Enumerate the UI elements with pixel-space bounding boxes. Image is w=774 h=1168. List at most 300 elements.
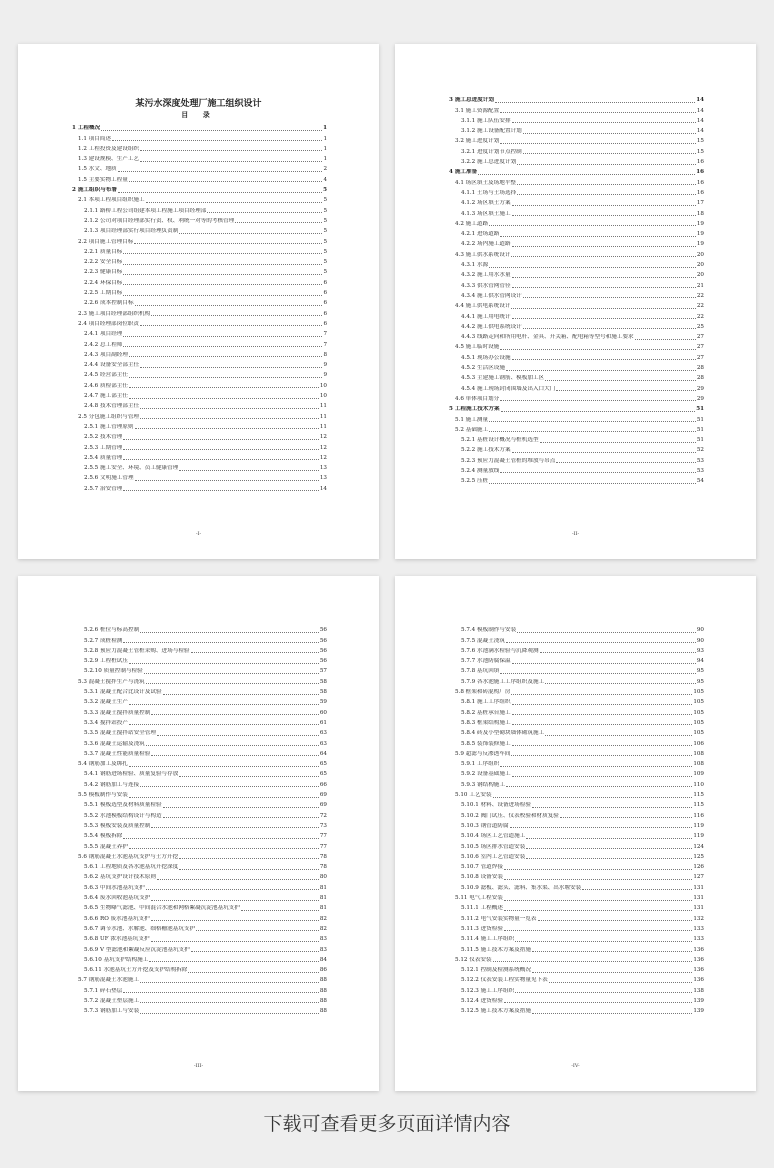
toc-entry[interactable] — [72, 902, 327, 912]
dot-leader — [123, 459, 318, 460]
toc-entry-page: 90 — [696, 627, 704, 634]
toc-entry-page: 28 — [696, 375, 704, 382]
toc-entry[interactable] — [449, 768, 704, 778]
toc-entry[interactable] — [449, 362, 704, 372]
toc-entry-title: 2.5.4 质量管理 — [84, 454, 123, 461]
toc-entry[interactable] — [72, 173, 327, 183]
toc-entry-page: 10 — [319, 382, 327, 389]
toc-entry[interactable] — [449, 393, 704, 403]
toc-entry[interactable] — [449, 228, 704, 238]
toc-entry-page: 22 — [696, 292, 704, 299]
toc-entry[interactable] — [72, 379, 327, 389]
toc-entry[interactable] — [449, 321, 704, 331]
dot-leader — [500, 112, 696, 113]
toc-entry-title: 5.11.5 施工技术方案及措施 — [461, 946, 531, 953]
dot-leader — [146, 745, 319, 746]
dot-leader — [489, 225, 696, 226]
dot-leader — [489, 483, 696, 484]
toc-entry[interactable] — [72, 758, 327, 768]
toc-entry-page: 65 — [319, 761, 327, 768]
toc-entry[interactable] — [72, 400, 327, 410]
toc-entry[interactable] — [72, 349, 327, 359]
toc-entry-title: 5.10.6 室内工艺管道安装 — [461, 853, 526, 860]
toc-entry[interactable] — [449, 290, 704, 300]
toc-entry[interactable] — [449, 943, 704, 953]
toc-entry[interactable] — [449, 166, 704, 176]
dot-leader — [129, 398, 319, 399]
toc-entry-page: 6 — [323, 320, 327, 327]
toc-entry[interactable] — [72, 778, 327, 788]
toc-entry[interactable] — [449, 861, 704, 871]
toc-entry[interactable] — [449, 933, 704, 943]
toc-entry-page: 56 — [319, 647, 327, 654]
toc-entry-page: 5 — [323, 197, 327, 204]
toc-entry[interactable] — [72, 871, 327, 881]
toc-entry[interactable] — [72, 163, 327, 173]
toc-entry[interactable] — [72, 359, 327, 369]
toc-entry[interactable] — [449, 351, 704, 361]
toc-entry[interactable] — [449, 403, 704, 413]
toc-entry[interactable] — [72, 122, 327, 132]
dot-leader — [163, 817, 319, 818]
toc-entry-title: 5.10.5 场区排水管道安装 — [461, 843, 526, 850]
dot-leader — [512, 205, 696, 206]
toc-entry[interactable] — [72, 634, 327, 644]
toc-entry[interactable] — [449, 248, 704, 258]
toc-entry-page: 51 — [696, 426, 704, 433]
toc-entry[interactable] — [72, 328, 327, 338]
toc-entry[interactable] — [449, 259, 704, 269]
toc-entry[interactable] — [449, 372, 704, 382]
toc-list — [72, 122, 327, 493]
toc-entry[interactable] — [72, 256, 327, 266]
toc-entry[interactable] — [72, 318, 327, 328]
toc-entry[interactable] — [449, 717, 704, 727]
page-number: -IV- — [571, 1063, 580, 1069]
toc-entry[interactable] — [449, 176, 704, 186]
toc-entry-page: 27 — [696, 344, 704, 351]
toc-entry-title: 5.6.9 V 型滤池和絮凝反应沉淀池基坑支护 — [84, 946, 190, 953]
toc-entry-title: 5.8.4 砖及小型砌块墙体砌筑施工 — [461, 730, 545, 737]
toc-entry[interactable] — [72, 696, 327, 706]
dot-leader — [511, 256, 695, 257]
toc-entry-page: 56 — [319, 637, 327, 644]
dot-leader — [151, 920, 319, 921]
toc-entry[interactable] — [72, 153, 327, 163]
toc-entry[interactable] — [72, 441, 327, 451]
dot-leader — [523, 153, 696, 154]
toc-entry[interactable] — [72, 923, 327, 933]
toc-entry-page: 138 — [693, 987, 704, 994]
toc-entry[interactable] — [72, 665, 327, 675]
toc-entry[interactable] — [72, 307, 327, 317]
toc-entry[interactable] — [72, 421, 327, 431]
toc-entry[interactable] — [72, 143, 327, 153]
toc-entry-title: 2.3 施工项目经理部组织机构 — [78, 310, 151, 317]
toc-entry-title: 2.4.4 设备安全部主任 — [84, 362, 140, 369]
dot-leader — [129, 704, 319, 705]
toc-entry[interactable] — [449, 892, 704, 902]
toc-entry-page: 19 — [696, 220, 704, 227]
dot-leader — [506, 786, 692, 787]
toc-entry[interactable] — [449, 135, 704, 145]
page-number: -II- — [571, 531, 580, 537]
toc-entry-page: 14 — [696, 128, 704, 135]
toc-entry[interactable] — [72, 727, 327, 737]
toc-entry-page: 58 — [319, 678, 327, 685]
toc-entry[interactable] — [72, 675, 327, 685]
toc-entry[interactable] — [449, 413, 704, 423]
toc-entry-title: 5.2.2 施工技术方案 — [461, 447, 511, 454]
toc-entry[interactable] — [72, 737, 327, 747]
toc-entry-title: 5.6.4 废水回收池基坑支护 — [84, 895, 151, 902]
toc-entry[interactable] — [449, 923, 704, 933]
toc-entry-page: 25 — [696, 323, 704, 330]
toc-entry[interactable] — [72, 995, 327, 1005]
toc-entry[interactable] — [449, 475, 704, 485]
toc-entry[interactable] — [72, 706, 327, 716]
toc-entry-title: 4.2.2 场内施工道路 — [461, 241, 511, 248]
toc-entry[interactable] — [72, 431, 327, 441]
toc-entry[interactable] — [72, 624, 327, 634]
toc-entry-page: 27 — [696, 334, 704, 341]
toc-entry[interactable] — [72, 655, 327, 665]
toc-entry[interactable] — [72, 881, 327, 891]
toc-entry[interactable] — [449, 1005, 704, 1015]
toc-entry[interactable] — [72, 686, 327, 696]
toc-entry[interactable] — [72, 820, 327, 830]
dot-leader — [489, 431, 696, 432]
toc-entry[interactable] — [449, 984, 704, 994]
toc-entry-title: 2.5.3 工期管理 — [84, 444, 123, 451]
toc-entry-title: 5.12.3 施工工序组织 — [461, 987, 515, 994]
toc-entry[interactable] — [449, 974, 704, 984]
toc-entry[interactable] — [449, 238, 704, 248]
toc-entry-page: 6 — [323, 310, 327, 317]
toc-entry-page: 7 — [323, 341, 327, 348]
toc-entry[interactable] — [449, 187, 704, 197]
toc-entry[interactable] — [72, 215, 327, 225]
toc-entry[interactable] — [72, 276, 327, 286]
dot-leader — [526, 848, 692, 849]
dot-leader — [151, 755, 319, 756]
toc-entry[interactable] — [449, 830, 704, 840]
toc-entry-title: 5.3 混凝土搅拌生产与浇筑 — [78, 678, 145, 685]
toc-entry-page: 15 — [696, 148, 704, 155]
toc-entry[interactable] — [72, 645, 327, 655]
toc-entry[interactable] — [449, 912, 704, 922]
dot-leader — [549, 982, 693, 983]
toc-entry[interactable] — [72, 338, 327, 348]
toc-entry[interactable] — [72, 472, 327, 482]
toc-entry[interactable] — [449, 706, 704, 716]
toc-entry[interactable] — [72, 194, 327, 204]
dot-leader — [123, 439, 318, 440]
toc-entry-title: 5.6.10 基坑支护结构施工 — [84, 956, 149, 963]
toc-entry[interactable] — [449, 331, 704, 341]
toc-entry-page: 27 — [696, 354, 704, 361]
toc-entry[interactable] — [449, 434, 704, 444]
toc-entry-page: 11 — [319, 423, 327, 430]
toc-entry[interactable] — [449, 145, 704, 155]
toc-entry[interactable] — [449, 964, 704, 974]
toc-entry-title: 2.2 项目施工管理目标 — [78, 238, 134, 245]
toc-entry-page: 108 — [693, 750, 704, 757]
toc-entry-page: 93 — [696, 647, 704, 654]
toc-entry-page: 9 — [323, 362, 327, 369]
toc-entry-title: 4.2 施工道路 — [455, 220, 489, 227]
toc-entry[interactable] — [449, 218, 704, 228]
toc-entry-title: 5.5 模板制作与安装 — [78, 792, 128, 799]
toc-entry[interactable] — [72, 297, 327, 307]
toc-entry[interactable] — [449, 382, 704, 392]
toc-entry-page: 61 — [319, 719, 327, 726]
toc-entry-page: 5 — [323, 228, 327, 235]
toc-entry[interactable] — [449, 115, 704, 125]
dot-leader — [123, 992, 318, 993]
toc-entry[interactable] — [72, 768, 327, 778]
toc-entry[interactable] — [449, 696, 704, 706]
toc-entry-page: 77 — [319, 833, 327, 840]
toc-entry[interactable] — [449, 645, 704, 655]
dot-leader — [512, 122, 696, 123]
toc-entry-page: 139 — [693, 997, 704, 1004]
dot-leader — [179, 869, 319, 870]
toc-entry-page: 88 — [319, 997, 327, 1004]
toc-entry-title: 2.2.3 健康目标 — [84, 269, 123, 276]
toc-entry-title: 5.7.2 混凝土垫层施工 — [84, 997, 140, 1004]
toc-entry[interactable] — [449, 279, 704, 289]
toc-entry[interactable] — [72, 892, 327, 902]
dot-leader — [545, 735, 692, 736]
toc-entry-title: 2.4.3 项目副经理 — [84, 351, 128, 358]
toc-entry-title: 5.11.2 电气安装实物量一览表 — [461, 915, 537, 922]
toc-entry[interactable] — [449, 809, 704, 819]
dot-leader — [157, 879, 319, 880]
toc-entry-title: 5.2 基础施工 — [455, 426, 489, 433]
toc-entry[interactable] — [449, 686, 704, 696]
toc-entry[interactable] — [72, 132, 327, 142]
dot-leader — [500, 143, 696, 144]
toc-entry[interactable] — [449, 465, 704, 475]
toc-entry[interactable] — [449, 748, 704, 758]
toc-entry[interactable] — [72, 861, 327, 871]
toc-entry[interactable] — [449, 207, 704, 217]
toc-entry-page: 131 — [693, 895, 704, 902]
dot-leader — [556, 462, 696, 463]
dot-leader — [512, 724, 693, 725]
dot-leader — [504, 900, 693, 901]
download-more-note[interactable]: 下载可查看更多页面详情内容 — [263, 1113, 511, 1135]
toc-entry[interactable] — [72, 1005, 327, 1015]
toc-entry[interactable] — [449, 156, 704, 166]
toc-entry-page: 22 — [696, 303, 704, 310]
toc-entry-page: 4 — [323, 176, 327, 183]
toc-entry[interactable] — [449, 737, 704, 747]
toc-entry[interactable] — [72, 933, 327, 943]
toc-entry[interactable] — [449, 851, 704, 861]
toc-entry-page: 1 — [323, 156, 327, 163]
toc-entry[interactable] — [449, 310, 704, 320]
toc-entry-page: 11 — [319, 403, 327, 410]
toc-entry[interactable] — [72, 246, 327, 256]
toc-entry[interactable] — [72, 410, 327, 420]
toc-entry[interactable] — [72, 225, 327, 235]
toc-entry-page: 16 — [696, 159, 704, 166]
toc-entry[interactable] — [449, 675, 704, 685]
toc-entry-title: 4.3.2 施工用水水量 — [461, 272, 511, 279]
toc-entry-title: 5.6.3 中间水池基坑支护 — [84, 884, 145, 891]
toc-entry-page: 63 — [319, 730, 327, 737]
toc-entry[interactable] — [72, 462, 327, 472]
toc-entry-title: 2.2.6 成本控制目标 — [84, 300, 134, 307]
toc-entry[interactable] — [449, 94, 704, 104]
dot-leader — [500, 236, 695, 237]
toc-entry-page: 106 — [693, 740, 704, 747]
toc-entry-title: 4.3 施工供水系统设计 — [455, 251, 511, 258]
toc-entry[interactable] — [449, 954, 704, 964]
toc-entry-page: 139 — [693, 1008, 704, 1015]
toc-entry-page: 125 — [693, 853, 704, 860]
toc-entry-title: 5.3.1 混凝土配合比设计及试验 — [84, 689, 162, 696]
toc-entry-title: 2.5.6 文明施工管理 — [84, 475, 134, 482]
toc-entry[interactable] — [72, 482, 327, 492]
toc-entry[interactable] — [449, 454, 704, 464]
dot-leader — [517, 184, 696, 185]
toc-entry[interactable] — [72, 266, 327, 276]
toc-entry-page: 136 — [693, 977, 704, 984]
toc-entry[interactable] — [449, 789, 704, 799]
toc-entry-page: 60 — [319, 709, 327, 716]
toc-entry[interactable] — [449, 727, 704, 737]
toc-entry-title: 2.4.5 经营部主任 — [84, 372, 128, 379]
toc-entry-page: 119 — [693, 833, 704, 840]
dot-leader — [512, 452, 696, 453]
document-page-2 — [395, 44, 756, 559]
toc-entry-page: 109 — [693, 771, 704, 778]
toc-entry[interactable] — [449, 655, 704, 665]
dot-leader — [512, 704, 693, 705]
dot-leader — [129, 848, 319, 849]
toc-entry[interactable] — [449, 197, 704, 207]
dot-leader — [123, 449, 318, 450]
dot-leader — [489, 267, 696, 268]
dot-leader — [140, 418, 319, 419]
toc-entry-page: 19 — [696, 231, 704, 238]
toc-entry-title: 5.12.5 施工技术方案及措施 — [461, 1008, 531, 1015]
toc-entry[interactable] — [72, 235, 327, 245]
toc-entry[interactable] — [72, 789, 327, 799]
toc-entry[interactable] — [449, 269, 704, 279]
dot-leader — [500, 472, 695, 473]
toc-entry[interactable] — [449, 881, 704, 891]
toc-entry[interactable] — [449, 300, 704, 310]
toc-entry-page: 115 — [693, 792, 704, 799]
toc-list — [72, 624, 327, 1015]
toc-entry[interactable] — [449, 902, 704, 912]
dot-leader — [560, 817, 692, 818]
toc-entry[interactable] — [72, 287, 327, 297]
dot-leader — [118, 192, 322, 193]
toc-entry[interactable] — [449, 995, 704, 1005]
toc-entry[interactable] — [72, 452, 327, 462]
toc-entry[interactable] — [72, 943, 327, 953]
toc-entry-title: 2.4.6 质检部主任 — [84, 382, 128, 389]
toc-entry-title: 5.12 仪表安装 — [455, 956, 492, 963]
toc-entry-page: 13 — [319, 475, 327, 482]
toc-entry[interactable] — [72, 369, 327, 379]
toc-entry[interactable] — [72, 912, 327, 922]
toc-entry[interactable] — [449, 871, 704, 881]
toc-entry-page: 77 — [319, 843, 327, 850]
toc-entry-title: 5.8.2 基桩承台施工 — [461, 709, 511, 716]
toc-entry[interactable] — [72, 840, 327, 850]
toc-entry[interactable] — [449, 624, 704, 634]
toc-entry-page: 88 — [319, 987, 327, 994]
toc-entry[interactable] — [72, 984, 327, 994]
toc-entry[interactable] — [72, 974, 327, 984]
toc-entry[interactable] — [449, 665, 704, 675]
toc-entry[interactable] — [449, 799, 704, 809]
toc-entry[interactable] — [72, 748, 327, 758]
toc-entry[interactable] — [449, 424, 704, 434]
toc-entry[interactable] — [72, 964, 327, 974]
toc-entry-title: 5.6.7 调节水池、水解池、细格栅池基坑支护 — [84, 925, 196, 932]
toc-entry-page: 69 — [319, 802, 327, 809]
toc-entry[interactable] — [72, 954, 327, 964]
toc-entry[interactable] — [72, 204, 327, 214]
toc-entry-title: 5.2.6 桩位与标高控制 — [84, 627, 140, 634]
toc-entry[interactable] — [449, 634, 704, 644]
toc-entry[interactable] — [72, 851, 327, 861]
toc-entry-page: 51 — [696, 406, 704, 413]
toc-entry[interactable] — [449, 341, 704, 351]
toc-entry[interactable] — [449, 820, 704, 830]
toc-entry[interactable] — [72, 799, 327, 809]
dot-leader — [146, 683, 319, 684]
dot-leader — [512, 745, 693, 746]
toc-entry[interactable] — [72, 809, 327, 819]
toc-entry[interactable] — [72, 717, 327, 727]
toc-entry-page: 136 — [693, 956, 704, 963]
toc-entry[interactable] — [72, 390, 327, 400]
toc-entry-page: 14 — [319, 485, 327, 492]
toc-entry[interactable] — [72, 830, 327, 840]
page-number: -I- — [195, 531, 202, 537]
toc-entry-title: 5.9.1 工序组织 — [461, 761, 500, 768]
toc-entry-title: 2.1.1 路桥工程公司组建本项工程施工项目经理部 — [84, 207, 207, 214]
toc-entry-title: 5.7.5 混凝土浇筑 — [461, 637, 505, 644]
toc-entry-page: 5 — [323, 238, 327, 245]
toc-entry[interactable] — [449, 104, 704, 114]
toc-entry[interactable] — [72, 184, 327, 194]
toc-entry-page: 14 — [696, 117, 704, 124]
toc-entry[interactable] — [449, 125, 704, 135]
toc-entry-page: 15 — [696, 138, 704, 145]
dot-leader — [179, 470, 319, 471]
toc-entry-page: 105 — [693, 730, 704, 737]
toc-entry[interactable] — [449, 778, 704, 788]
toc-entry-title: 5.6.8 UF 浓水池基坑支护 — [84, 936, 150, 943]
toc-entry[interactable] — [449, 758, 704, 768]
dot-leader — [129, 797, 319, 798]
toc-entry[interactable] — [449, 444, 704, 454]
toc-entry-page: 51 — [696, 437, 704, 444]
toc-entry-title: 4.3.4 施工供水管网设计 — [461, 292, 522, 299]
dot-leader — [112, 140, 322, 141]
toc-entry[interactable] — [449, 840, 704, 850]
dot-leader — [135, 305, 323, 306]
